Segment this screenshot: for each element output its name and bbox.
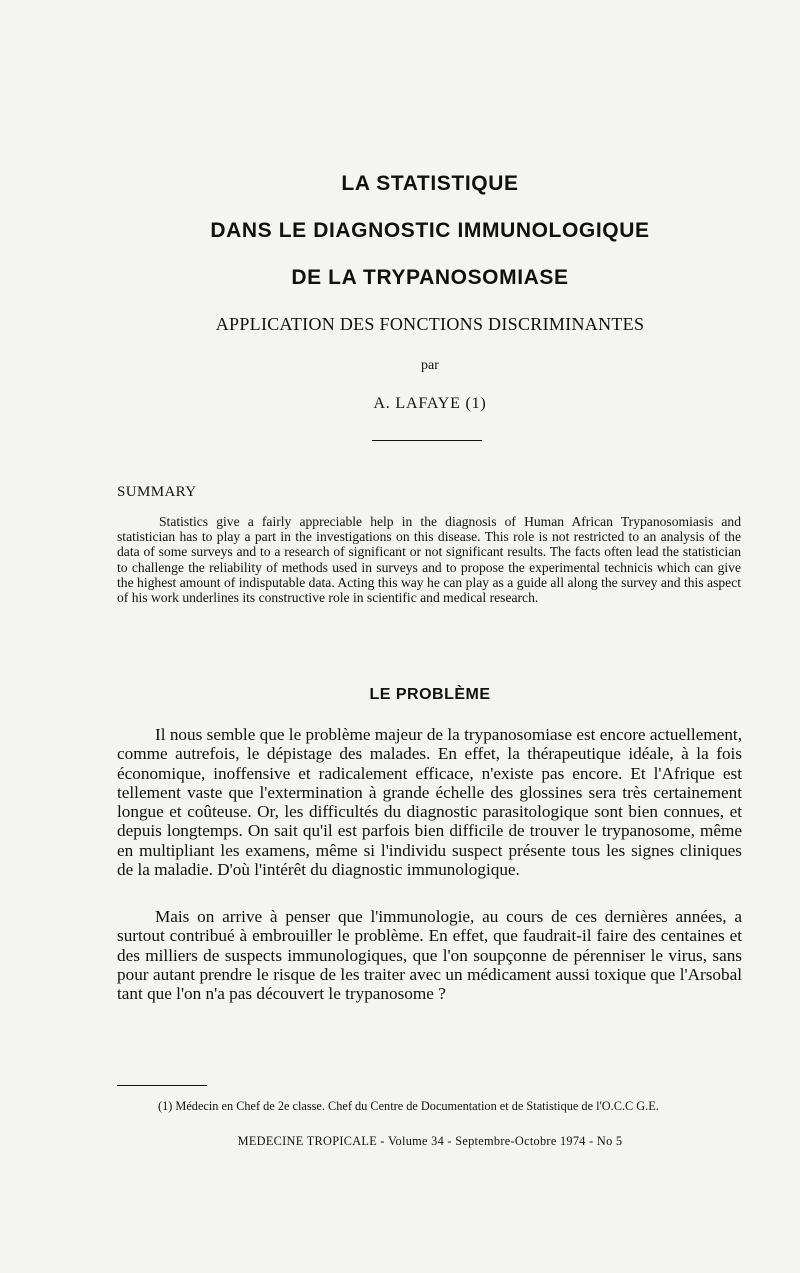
body-paragraph-1: Il nous semble que le problème majeur de la trypanosomiase est encore actuellement, comme autrefois, le dépistage des malades. En effet, la thérapeutique idéale, à la fois économique, inoffensive et radicalement efficace, n'existe pas encore. Et l'Afrique est tellement vaste que l'extermination à grande échelle des glossines sera très certainement longue et coûteuse. Or, les difficultés du diagnostic parasitologique sont bien connues, et depuis longtemps. On sait qu'il est parfois bien difficile de trouver le trypanosome, même en multipliant les examens, même si l'individu suspect présente tous les signes cliniques de la maladie. D'où l'intérêt du diagnostic immunologique. xyxy=(117,725,742,880)
subtitle: APPLICATION DES FONCTIONS DISCRIMINANTES xyxy=(215,314,645,334)
title-line-3: DE LA TRYPANOSOMIASE xyxy=(291,266,569,289)
author: A. LAFAYE (1) xyxy=(373,395,487,412)
journal-footer: MEDECINE TROPICALE - Volume 34 - Septembre-Octobre 1974 - No 5 xyxy=(237,1134,623,1148)
footnote-divider xyxy=(117,1085,207,1086)
byline: par xyxy=(421,358,439,373)
summary-text: Statistics give a fairly appreciable help in the diagnosis of Human African Trypanosomiasis and statistician has to play a part in the investigations on this disease. This role is not restricted to an analysis of the data of some surveys and to a research of significant or not significant results. The facts often lead the statistician to challenge the reliability of methods used in surveys and to propose the experimental technicis which can give the highest amount of indisputable data. Acting this way he can play as a guide all along the survey and this aspect of his work underlines its constructive role in scientific and medical research. xyxy=(117,514,741,606)
body-paragraph-2: Mais on arrive à penser que l'immunologie, au cours de ces dernières années, a surtout contribué à embrouiller le problème. En effet, que faudrait-il faire des centaines et des milliers de suspects immunologiques, que l'on soupçonne de pérenniser le virus, sans pour autant prendre le risque de les traiter avec un médicament aussi toxique que l'Arsobal tant que l'on n'a pas découvert le trypanosome ? xyxy=(117,907,742,1004)
section-heading: LE PROBLÈME xyxy=(369,686,491,703)
title-line-1: LA STATISTIQUE xyxy=(341,172,519,195)
footnote: (1) Médecin en Chef de 2e classe. Chef du Centre de Documentation et de Statistique de l'O.C.C G.E. xyxy=(158,1099,659,1113)
title-line-2: DANS LE DIAGNOSTIC IMMUNOLOGIQUE xyxy=(210,219,650,242)
title-divider xyxy=(372,440,482,441)
summary-heading: SUMMARY xyxy=(117,484,197,500)
